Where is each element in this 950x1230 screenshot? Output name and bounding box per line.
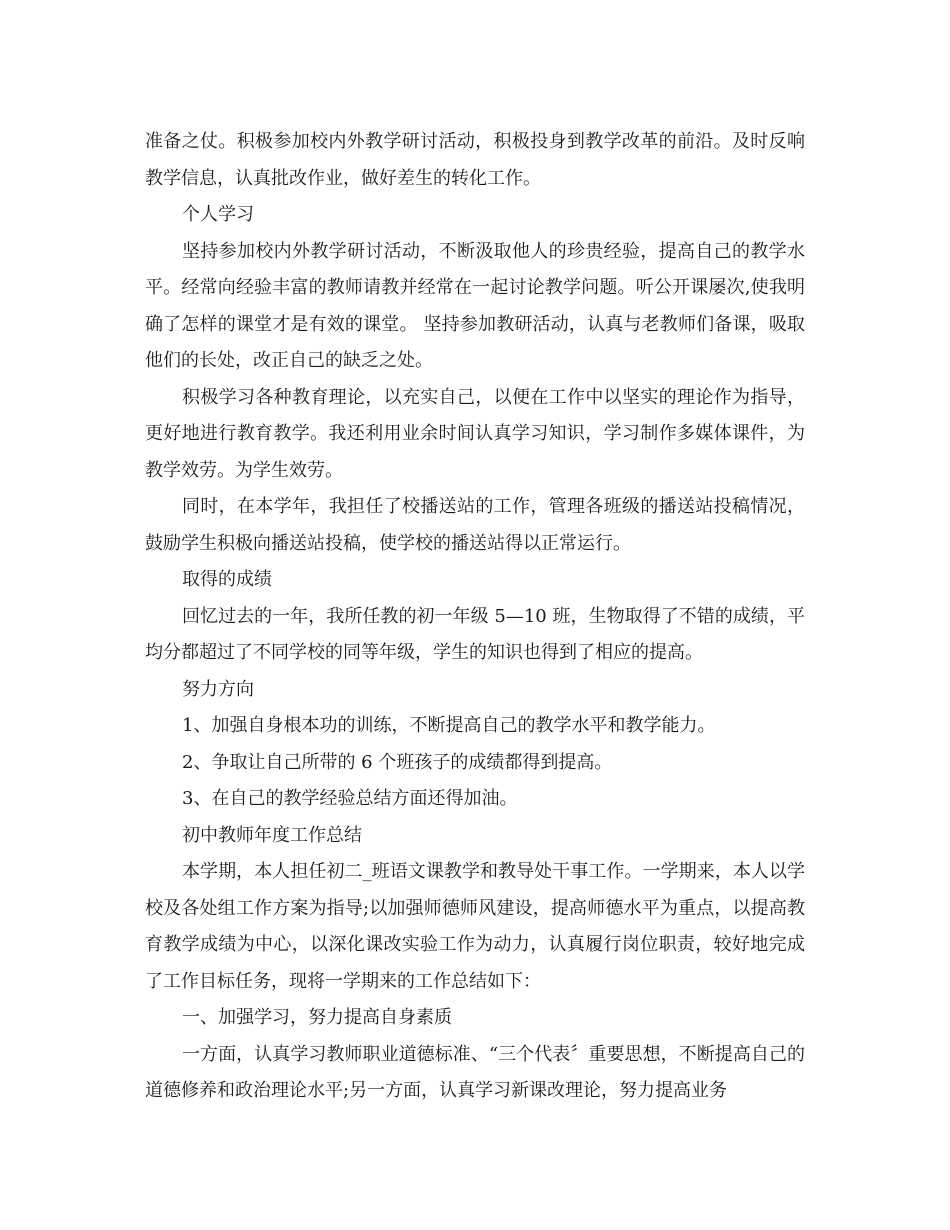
section-heading-personal-study: 个人学习 — [182, 204, 254, 225]
paragraph: 本学期，本人担任初二_班语文课教学和教导处干事工作。一学期来，本人以学校及各处组工作方案为指导;以加强师德师风建设，提高师德水平为重点，以提高教育教学成绩为中心，以深化课改实验工作为动力，认真履行岗位职责，较好地完成了工作目标任务，现将一学期来的工作总结如下： — [145, 861, 805, 992]
paragraph: 准备之仗。积极参加校内外教学研讨活动，积极投身到教学改革的前沿。及时反响教学信息，认真批改作业，做好差生的转化工作。 — [145, 131, 805, 189]
paragraph: 同时，在本学年，我担任了校播送站的工作，管理各班级的播送站投稿情况，鼓励学生积极向播送站投稿，使学校的播送站得以正常运行。 — [145, 496, 805, 554]
paragraph: 回忆过去的一年，我所任教的初一年级 5—10 班，生物取得了不错的成绩，平均分都超过了不同学校的同等年级，学生的知识也得到了相应的提高。 — [145, 605, 805, 663]
paragraph: 坚持参加校内外教学研讨活动，不断汲取他人的珍贵经验，提高自己的教学水平。经常向经验丰富的教师请教并经常在一起讨论教学问题。听公开课屡次,使我明确了怎样的课堂才是有效的课堂。 坚持参加教研活动，认真与老教师们备课，吸取他们的长处，改正自己的缺乏之处。 — [145, 240, 805, 371]
list-item: 3、在自己的教学经验总结方面还得加油。 — [182, 788, 518, 809]
paragraph: 一方面，认真学习教师职业道德标准、“三个代表〞重要思想，不断提高自己的道德修养和政治理论水平;另一方面，认真学习新课改理论，努力提高业务 — [145, 1043, 805, 1101]
list-item: 1、加强自身根本功的训练，不断提高自己的教学水平和教学能力。 — [182, 715, 716, 736]
list-item: 2、争取让自己所带的 6 个班孩子的成绩都得到提高。 — [182, 751, 613, 773]
section-heading-achievements: 取得的成绩 — [182, 569, 272, 590]
section-heading-direction: 努力方向 — [182, 678, 254, 700]
document-title: 初中教师年度工作总结 — [182, 824, 362, 846]
document-body — [145, 124, 805, 1110]
paragraph: 积极学习各种教育理论，以充实自己，以便在工作中以坚实的理论作为指导，更好地进行教育教学。我还利用业余时间认真学习知识，学习制作多媒体课件，为教学效劳。为学生效劳。 — [145, 386, 805, 481]
section-heading-study: 一、加强学习，努力提高自身素质 — [182, 1007, 452, 1028]
